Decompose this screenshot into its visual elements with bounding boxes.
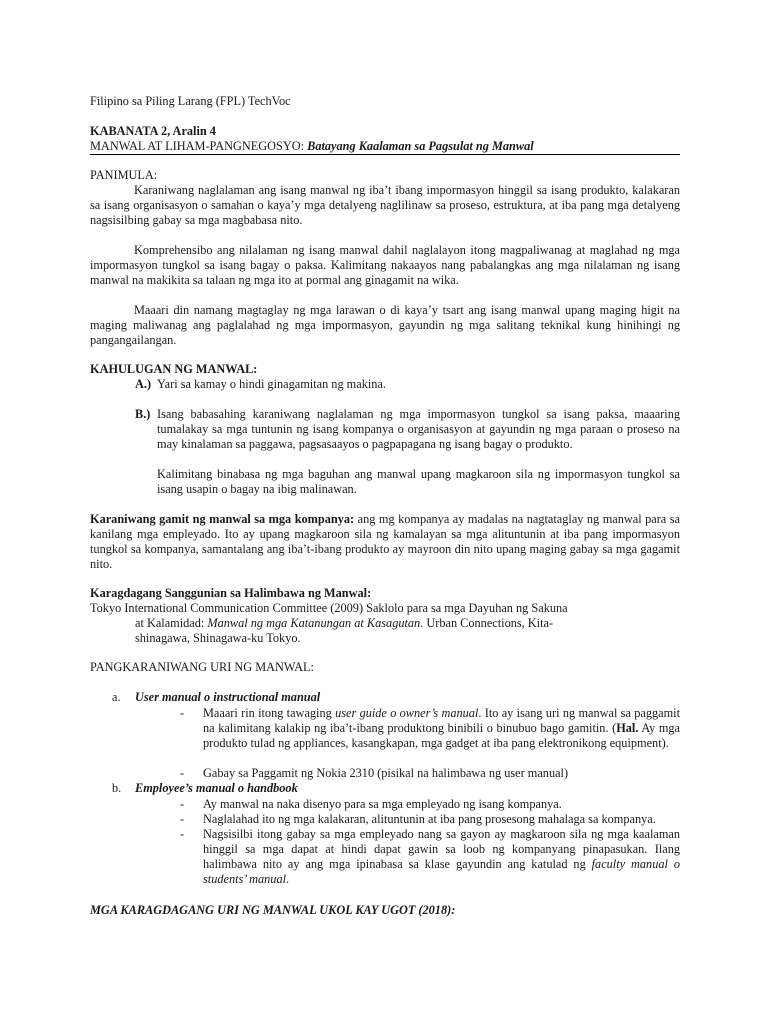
sanggunian-line-3: shinagawa, Shinagawa-ku Tokyo.	[135, 631, 301, 645]
uri-b-label: b.	[112, 781, 122, 795]
gamit-heading: Karaniwang gamit ng manwal sa mga kompanya:	[90, 512, 355, 526]
uri-b3-text	[203, 827, 680, 887]
gamit-paragraph	[90, 512, 680, 572]
kahulugan-a-text: Yari sa kamay o hindi ginagamitan ng makina.	[157, 377, 386, 391]
header-rule	[90, 154, 680, 155]
chapter-title: KABANATA 2, Aralin 4	[90, 124, 216, 138]
uri-a1-pre: Maaari rin itong tawaging	[203, 706, 336, 720]
topic-italic: Batayang Kaalaman sa Pagsulat ng Manwal	[307, 139, 534, 153]
kahulugan-heading: KAHULUGAN NG MANWAL:	[90, 362, 258, 376]
uri-b3-italic: faculty manual o students’ manual	[203, 857, 680, 886]
sanggunian-line-2b: Urban Connections, Kita-	[423, 616, 554, 630]
panimula-paragraph-3: Maaari din namang magtaglay ng mga larawan o di kaya’y tsart ang isang manwal upang maging higit na maging maliwanag ang paglalahad ng mga impormasyon, gayundin ng mga salitang teknikal kung hinihingi ng pangangailangan.	[90, 303, 680, 347]
panimula-paragraph-1: Karaniwang naglalaman ang isang manwal ng iba’t ibang impormasyon hinggil sa isang produkto, kalakaran sa isang organisasyon o samahan o kaya’y mga detalyeng naglilinaw sa proseso, estruktura, at iba pang mga detalyeng nagsisilbing gabay sa mga magbabasa nito.	[90, 183, 680, 227]
kahulugan-a-label: A.)	[135, 377, 152, 391]
sanggunian-heading: Karagdagang Sanggunian sa Halimbawa ng Manwal:	[90, 586, 372, 600]
sanggunian-line-2a: at Kalamidad:	[135, 616, 208, 630]
uri-b-title: Employee’s manual o handbook	[135, 781, 298, 795]
gamit-text: ang mg kompanya ay madalas na nagtataglay ng manwal para sa kanilang mga empleyado. Ito ay upang magkaroon sila ng kamalayan sa mga alituntunin at iba pang impormasyon tungkol sa kompanya, samantalang ang iba’t-ibang produkto ay mayroon din nito upang maging gabay sa mga gagamit nito.	[90, 512, 680, 571]
uri-heading: PANGKARANIWANG URI NG MANWAL:	[90, 660, 314, 674]
course-title: Filipino sa Piling Larang (FPL) TechVoc	[90, 94, 291, 108]
kahulugan-b-text-2: Kalimitang binabasa ng mga baguhan ang manwal upang magkaroon sila ng impormasyon tungkol sa isang usapin o bagay na ibig malinawan.	[157, 467, 680, 496]
uri-b1-dash: -	[180, 797, 185, 811]
sanggunian-line-2-italic: Manwal ng mga Katanungan at Kasagutan.	[207, 616, 424, 630]
uri-a-title: User manual o instructional manual	[135, 690, 321, 704]
sanggunian-line-1: Tokyo International Communication Committee (2009) Saklolo para sa mga Dayuhan ng Sakuna	[90, 601, 568, 615]
uri-b3-dash: -	[180, 827, 185, 841]
uri-b2-dash: -	[180, 812, 185, 826]
uri-a1-text	[203, 706, 680, 751]
uri-a1-hal: Hal.	[616, 721, 639, 735]
uri-a1-italic: user guide o owner’s manual	[335, 706, 479, 720]
uri-a1-dash: -	[180, 706, 185, 720]
sanggunian-line-2	[135, 616, 553, 631]
uri-b1-text: Ay manwal na naka disenyo para sa mga empleyado ng isang kompanya.	[203, 797, 562, 811]
karagdagan-heading: MGA KARAGDAGANG URI NG MANWAL UKOL KAY UGOT (2018):	[90, 903, 456, 917]
uri-b2-text: Naglalahad ito ng mga kalakaran, alituntunin at iba pang prosesong mahalaga sa kompanya.	[203, 812, 656, 826]
uri-a1-post: . Ito ay isang uri ng manwal sa paggamit na kalimitang kalakip ng iba’t-ibang produktong binibili o binubuo bago gamitin. (	[203, 706, 680, 735]
uri-a1-rest: Ay mga produkto tulad ng appliances, kasangkapan, mga gadget at iba pang elektronikong equipment).	[203, 721, 680, 750]
kahulugan-b-label: B.)	[135, 407, 151, 421]
panimula-heading: PANIMULA:	[90, 168, 158, 182]
uri-b3-post: .	[286, 872, 290, 886]
topic-plain: MANWAL AT LIHAM-PANGNEGOSYO:	[90, 139, 308, 153]
topic-title	[90, 139, 534, 154]
uri-a-label: a.	[112, 690, 121, 704]
uri-a2-text: Gabay sa Paggamit ng Nokia 2310 (pisikal na halimbawa ng user manual)	[203, 766, 569, 780]
uri-b3-pre: Nagsisilbi itong gabay sa mga empleyado nang sa gayon ay magkaroon sila ng mga kaalaman hinggil sa mga dapat at hindi dapat gawin sa loob ng kompanyang pinapasukan. Ilang halimbawa nito ay ang mga ipinabasa sa klase gayundin ang katulad ng	[203, 827, 680, 871]
uri-a2-dash: -	[180, 766, 185, 780]
kahulugan-b-text: Isang babasahing karaniwang naglalaman ng mga impormasyon tungkol sa isang paksa, maaaring tumalakay sa mga tuntunin ng isang kompanya o organisasyon at gayundin ng mga paraan o proseso na may kinalaman sa paggawa, pagsasaayos o pagpapagana ng isang bagay o produkto.	[157, 407, 680, 451]
panimula-paragraph-2: Komprehensibo ang nilalaman ng isang manwal dahil naglalayon itong magpaliwanag at maglahad ng mga impormasyon tungkol sa isang bagay o paksa. Kalimitang nakaayos nang pabalangkas ang mga nilalaman ng isang manwal na makikita sa talaan ng mga ito at pormal ang ginagamit na wika.	[90, 243, 680, 287]
